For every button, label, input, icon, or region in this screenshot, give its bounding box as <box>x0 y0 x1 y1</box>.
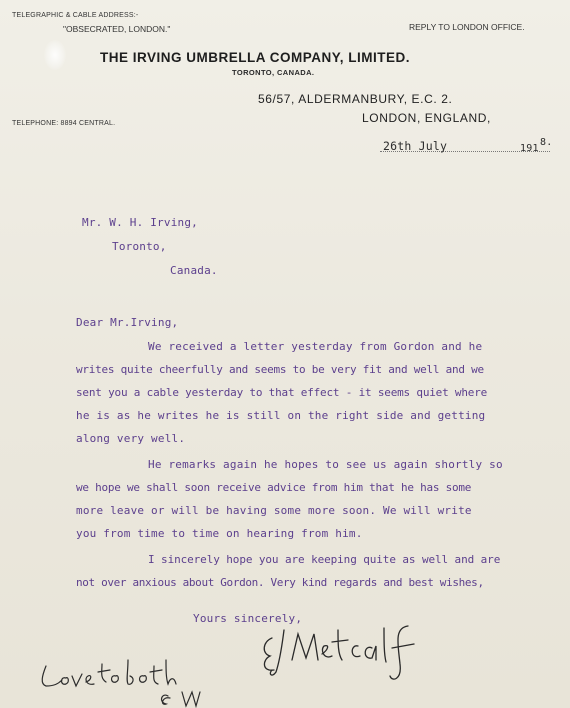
body-line: along very well. <box>76 432 186 445</box>
body-line: more leave or will be having some more soon. We will write <box>76 504 472 517</box>
paper-fold-mark <box>44 40 66 70</box>
body-line: sent you a cable yesterday to that effect - it seems quiet where <box>76 386 488 399</box>
body-line: We received a letter yesterday from Gordon and he <box>148 340 483 353</box>
body-line: writes quite cheerfully and seems to be very fit and well and we <box>76 363 484 376</box>
body-line: we hope we shall soon receive advice from him that he has some <box>76 481 472 494</box>
body-line: he is as he writes he is still on the right side and getting <box>76 409 486 422</box>
company-location: TORONTO, CANADA. <box>232 68 315 77</box>
body-line: not over anxious about Gordon. Very kind regards and best wishes, <box>76 576 484 589</box>
company-name: THE IRVING UMBRELLA COMPANY, LIMITED. <box>100 50 411 65</box>
closing: Yours sincerely, <box>193 612 303 625</box>
date-year-suffix: 8. <box>540 137 553 148</box>
date-day-month: 26th July <box>383 139 448 153</box>
salutation: Dear Mr.Irving, <box>76 316 179 329</box>
body-line: you from time to time on hearing from him. <box>76 527 363 540</box>
telegraphic-code: "OBSECRATED, LONDON." <box>63 24 171 34</box>
reply-to-notice: REPLY TO LONDON OFFICE. <box>409 22 525 32</box>
body-line: I sincerely hope you are keeping quite as well and are <box>148 553 501 566</box>
date-year-prefix: 191 <box>520 143 539 154</box>
body-line: He remarks again he hopes to see us again shortly so <box>148 458 503 471</box>
handwritten-note-image <box>36 652 226 708</box>
telephone-number: TELEPHONE: 8894 CENTRAL. <box>12 120 116 127</box>
address-line-1: 56/57, ALDERMANBURY, E.C. 2. <box>258 92 453 106</box>
signature-image <box>258 620 438 686</box>
recipient-country: Canada. <box>170 264 218 277</box>
telegraphic-address-label: TELEGRAPHIC & CABLE ADDRESS:- <box>12 12 139 19</box>
recipient-name: Mr. W. H. Irving, <box>82 216 198 229</box>
recipient-city: Toronto, <box>112 240 167 253</box>
address-line-2: LONDON, ENGLAND, <box>362 111 491 125</box>
